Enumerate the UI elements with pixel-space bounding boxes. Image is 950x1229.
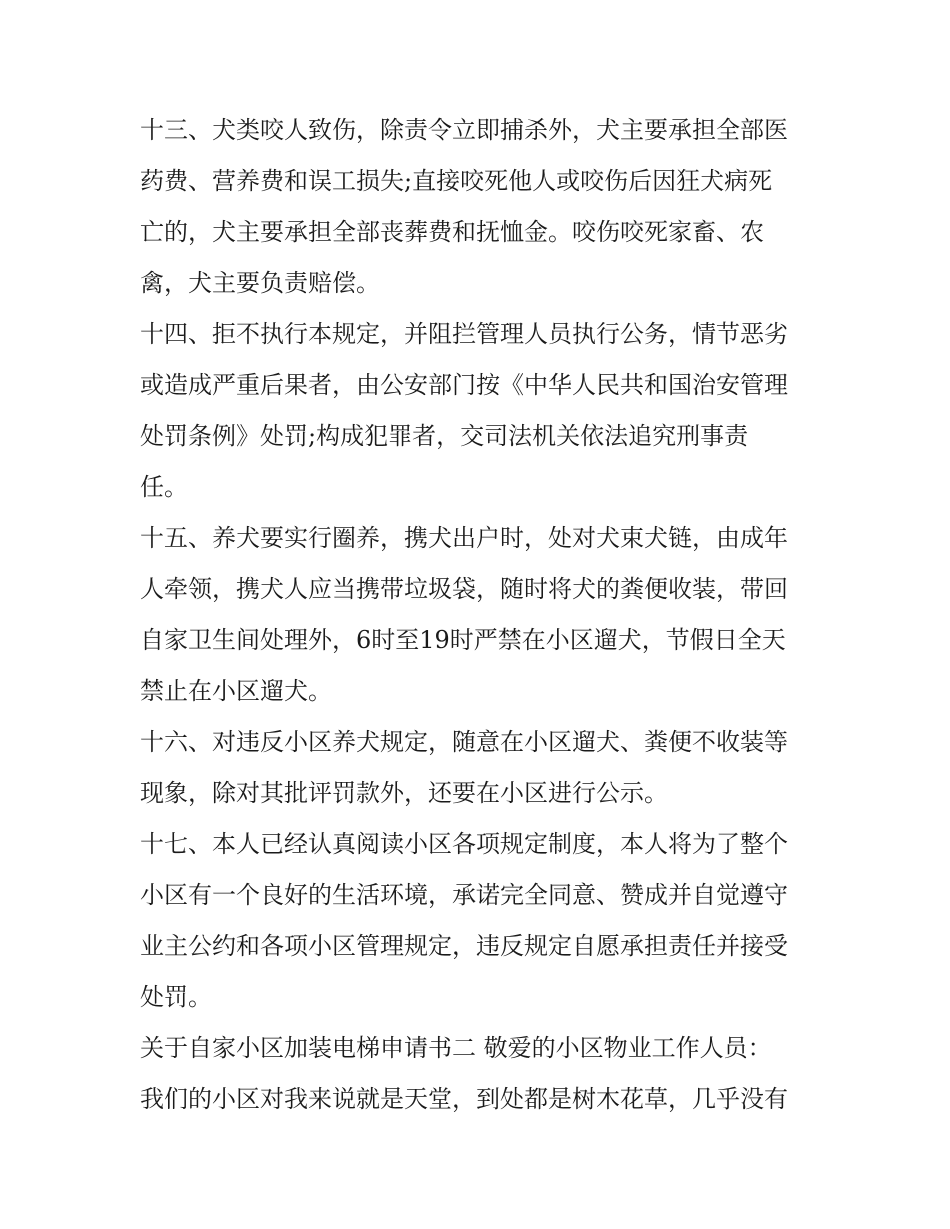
text-line: 我们的小区对我来说就是天堂，到处都是树木花草，几乎没有 [140, 1085, 788, 1113]
text-line: 业主公约和各项小区管理规定，违反规定自愿承担责任并接受 [140, 932, 788, 960]
text-line: 人牵领，携犬人应当携带垃圾袋，随时将犬的粪便收装，带回 [140, 575, 788, 603]
text-line: 十六、对违反小区养犬规定，随意在小区遛犬、粪便不收装等 [140, 728, 788, 756]
text-line: 十五、养犬要实行圈养，携犬出户时，处对犬束犬链，由成年 [140, 524, 788, 552]
text-line: 处罚条例》处罚;构成犯罪者，交司法机关依法追究刑事责 [140, 422, 749, 450]
text-line: 任。 [140, 473, 188, 501]
text-line: 十七、本人已经认真阅读小区各项规定制度，本人将为了整个 [140, 830, 788, 858]
text-line: 亡的，犬主要承担全部丧葬费和抚恤金。咬伤咬死家畜、农 [140, 218, 764, 246]
text-line: 十四、拒不执行本规定，并阻拦管理人员执行公务，情节恶劣 [140, 320, 788, 348]
text-line: 十三、犬类咬人致伤，除责令立即捕杀外，犬主要承担全部医 [140, 116, 788, 144]
text-line: 小区有一个良好的生活环境，承诺完全同意、赞成并自觉遵守 [140, 881, 788, 909]
text-line: 禁止在小区遛犬。 [140, 677, 332, 705]
text-line: 或造成严重后果者，由公安部门按《中华人民共和国治安管理 [140, 371, 788, 399]
document-body [140, 105, 820, 1125]
text-line: 自家卫生间处理外，6时至19时严禁在小区遛犬，节假日全天 [140, 626, 786, 654]
text-line: 禽，犬主要负责赔偿。 [140, 269, 380, 297]
text-line: 关于自家小区加装电梯申请书二 敬爱的小区物业工作人员： [140, 1034, 772, 1062]
text-line: 药费、营养费和误工损失;直接咬死他人或咬伤后因狂犬病死 [140, 167, 773, 195]
text-line: 现象，除对其批评罚款外，还要在小区进行公示。 [140, 779, 668, 807]
text-line: 处罚。 [140, 983, 212, 1011]
